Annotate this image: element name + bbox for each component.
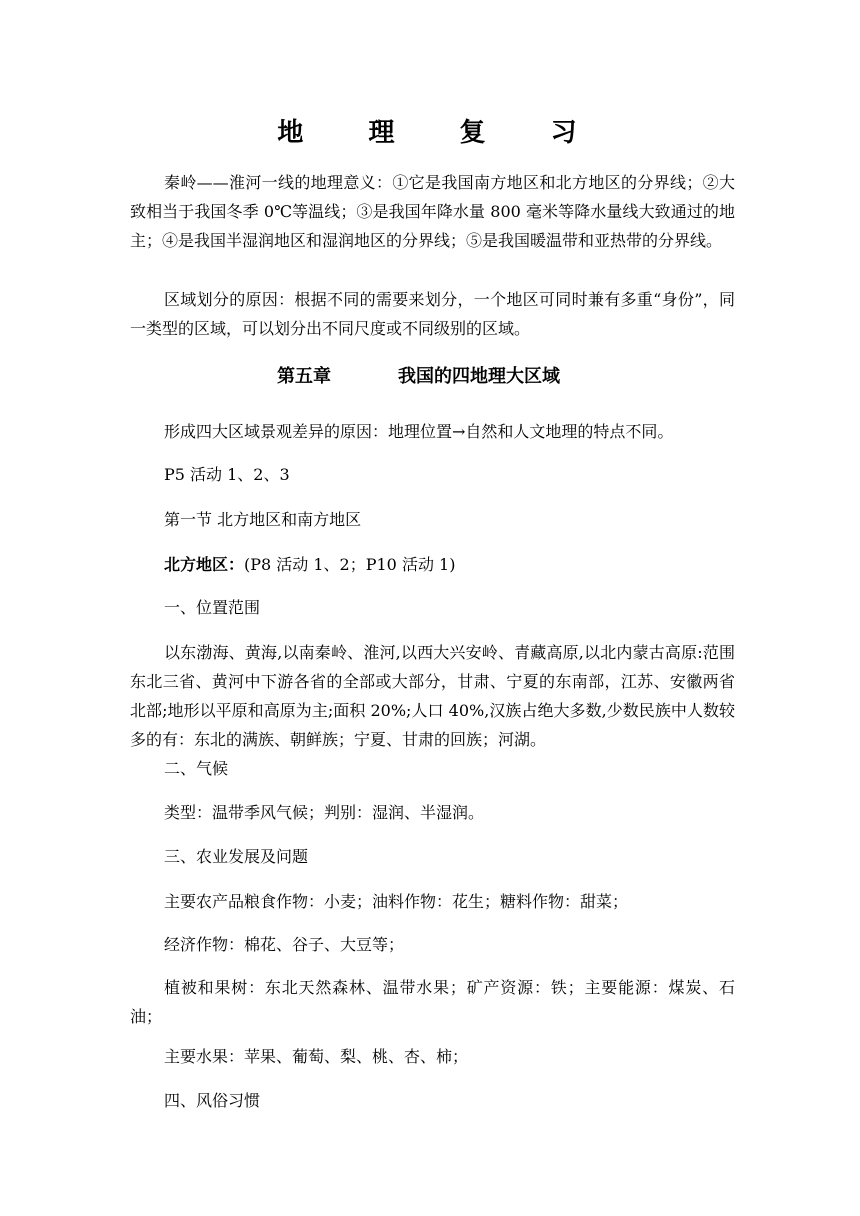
section-heading: 第一节 北方地区和南方地区: [164, 510, 362, 529]
chapter-name: 我国的四地理大区域: [398, 366, 560, 387]
intro-paragraph-qinling: 秦岭——淮河一线的地理意义：①它是我国南方地区和北方地区的分界线；②大致相当于我国冬季 0℃等温线；③是我国年降水量 800 毫米等降水量线大致通过的地主；④是我国半湿润地区和湿润地区的分界线；⑤是我国暖温带和亚热带的分界线。: [130, 173, 735, 250]
north-region-label: 北方地区：: [164, 555, 245, 574]
heading-customs: 四、风俗习惯: [164, 1091, 261, 1110]
fruits-line: 主要水果：苹果、葡萄、梨、桃、杏、柿；: [164, 1047, 469, 1066]
activity-line: P5 活动 1、2、3: [164, 465, 290, 484]
north-region-reference: (P8 活动 1、2；P10 活动 1): [244, 555, 456, 574]
north-region-line: [164, 550, 455, 579]
intro-paragraph-region-division: 区域划分的原因：根据不同的需要来划分，一个地区可同时兼有多重“身份”，同一类型的区域，可以划分出不同尺度或不同级别的区域。: [130, 290, 735, 338]
chapter-number: 第五章: [277, 366, 331, 387]
paragraph-location-range: 以东渤海、黄海,以南秦岭、淮河,以西大兴安岭、青藏高原,以北内蒙古高原:范围东北三省、黄河中下游各省的全部或大部分，甘肃、宁夏的东南部，江苏、安徽两省北部;地形以平原和高原为主;面积 20%;人口 40%,汉族占绝大多数,少数民族中人数较多的有：东北的满族、朝鲜族；宁夏、甘肃的回族；河湖。: [130, 643, 735, 749]
paragraph-vegetation-resources: 植被和果树：东北天然森林、温带水果；矿产资源：铁；主要能源：煤炭、石油；: [130, 978, 735, 1026]
page-title: 地 理 复 习: [277, 118, 605, 148]
cash-crops-line: 经济作物：棉花、谷子、大豆等；: [164, 935, 405, 954]
heading-climate: 二、气候: [164, 759, 229, 778]
heading-location-range: 一、位置范围: [164, 598, 261, 617]
heading-agriculture: 三、农业发展及问题: [164, 847, 309, 866]
crops-line: 主要农产品粮食作物：小麦；油料作物：花生；糖料作物：甜菜；: [164, 892, 629, 911]
climate-line: 类型：温带季风气候；判别：湿润、半湿润。: [164, 803, 485, 822]
reason-line: 形成四大区域景观差异的原因：地理位置→自然和人文地理的特点不同。: [164, 422, 674, 441]
